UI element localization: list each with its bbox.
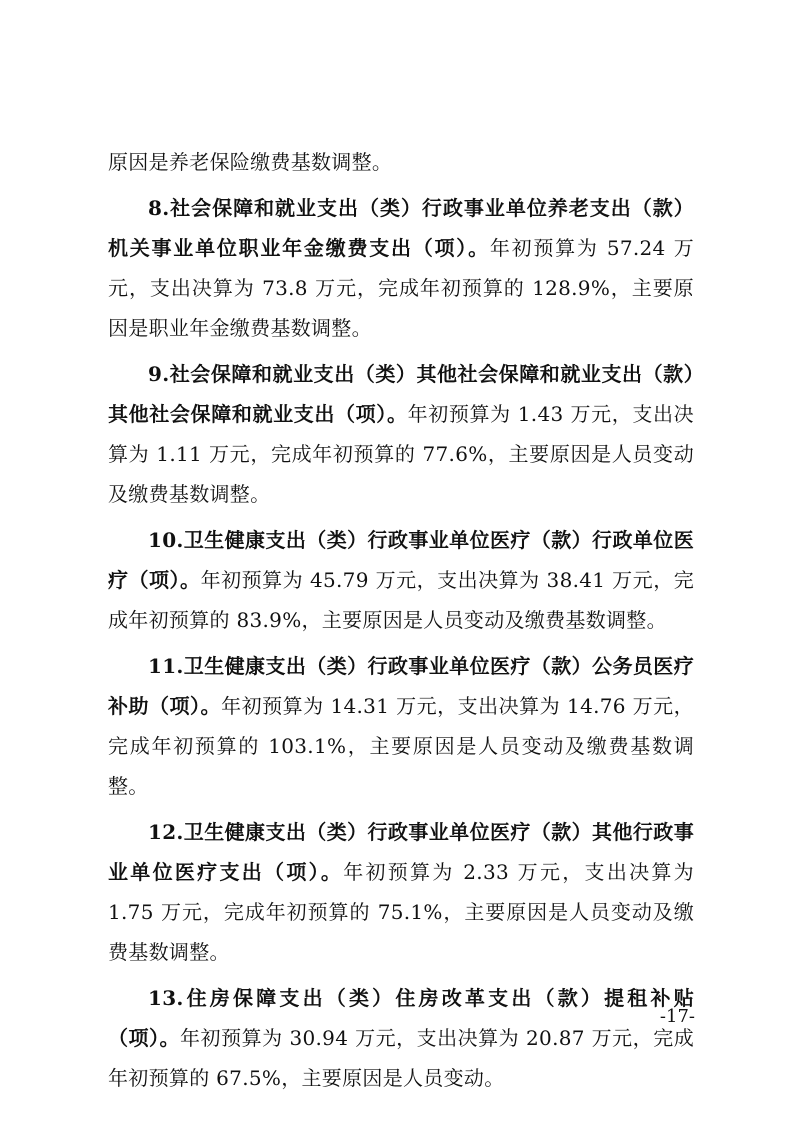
paragraph-text: 年初预算为 1.43 万元，支出决算为 1.11 万元，完成年初预算的 77.6%，主要原因是人员变动及缴费基数调整。 (108, 402, 694, 506)
paragraph-item-11 (108, 646, 694, 806)
paragraph-heading: 11.卫生健康支出（类）行政事业单位医疗（款）公务员医疗补助（项）。 (108, 654, 694, 718)
paragraph-item-12 (108, 812, 694, 972)
paragraph-heading: 13.住房保障支出（类）住房改革支出（款）提租补贴（项）。 (108, 986, 694, 1050)
paragraph-heading: 8.社会保障和就业支出（类）行政事业单位养老支出（款）机关事业单位职业年金缴费支出（项）。 (108, 196, 694, 260)
paragraph-item-13 (108, 978, 694, 1098)
paragraph-text: 年初预算为 2.33 万元，支出决算为 1.75 万元，完成年初预算的 75.1%，主要原因是人员变动及缴费基数调整。 (108, 860, 694, 964)
paragraph-heading: 12.卫生健康支出（类）行政事业单位医疗（款）其他行政事业单位医疗支出（项）。 (108, 820, 694, 884)
paragraph-text: 年初预算为 45.79 万元，支出决算为 38.41 万元，完成年初预算的 83.9%，主要原因是人员变动及缴费基数调整。 (108, 568, 695, 632)
page-number: -17- (659, 1006, 695, 1027)
paragraph-item-8 (108, 188, 694, 348)
paragraph-text: 年初预算为 30.94 万元，支出决算为 20.87 万元，完成年初预算的 67.5%，主要原因是人员变动。 (108, 1026, 694, 1090)
paragraph-text: 年初预算为 14.31 万元，支出决算为 14.76 万元，完成年初预算的 103.1%，主要原因是人员变动及缴费基数调整。 (108, 694, 694, 798)
paragraph-heading: 9.社会保障和就业支出（类）其他社会保障和就业支出（款）其他社会保障和就业支出（项）。 (108, 362, 694, 426)
paragraph-item-10 (108, 520, 694, 640)
paragraph-text: 原因是养老保险缴费基数调整。 (108, 150, 393, 174)
document-body (108, 142, 694, 1098)
paragraph-item-9 (108, 354, 694, 514)
paragraph-heading: 10.卫生健康支出（类）行政事业单位医疗（款）行政单位医疗（项）。 (108, 528, 694, 592)
paragraph-continuation (108, 142, 694, 182)
paragraph-text: 年初预算为 57.24 万元，支出决算为 73.8 万元，完成年初预算的 128.9%，主要原因是职业年金缴费基数调整。 (108, 236, 694, 340)
